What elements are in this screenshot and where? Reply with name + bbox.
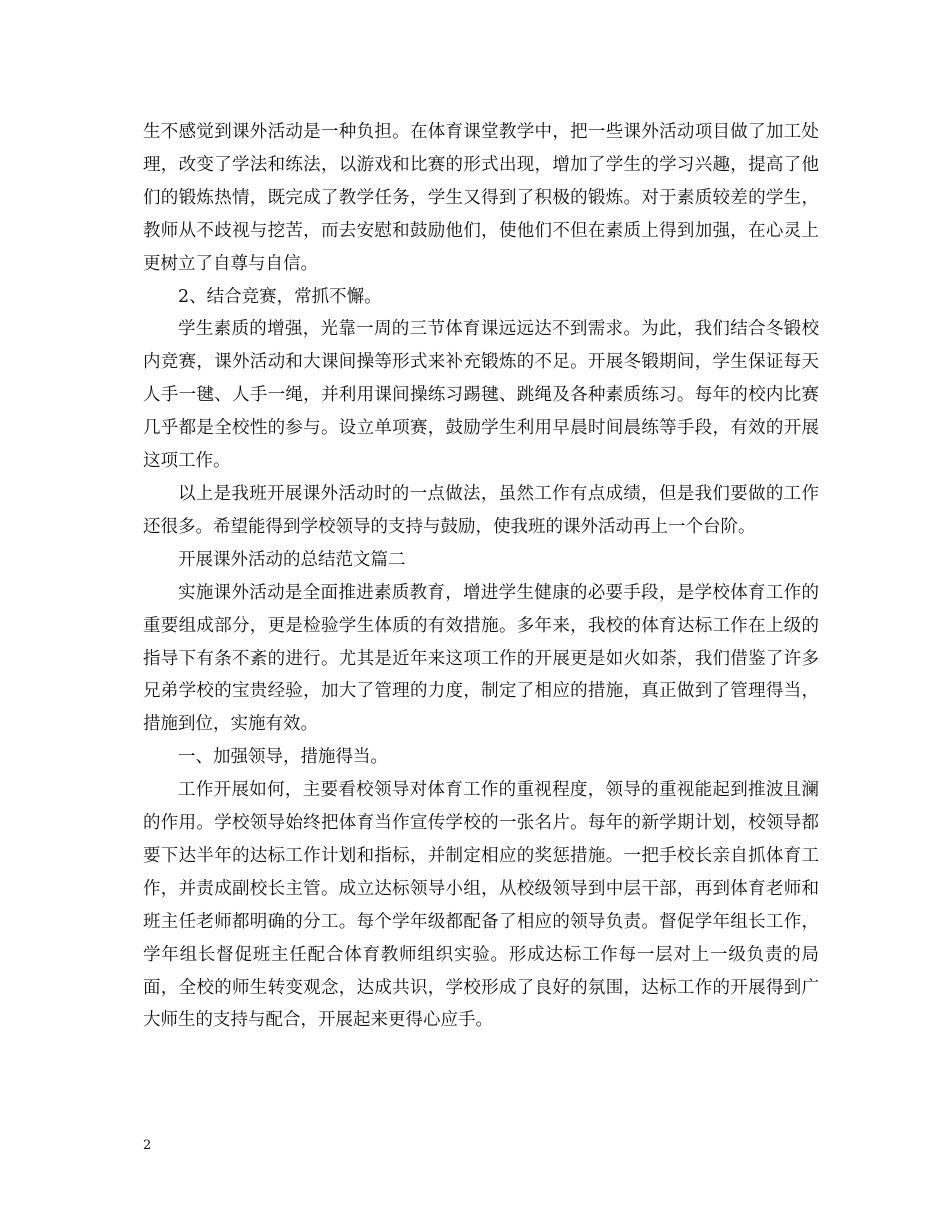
section-title-part-two: 开展课外活动的总结范文篇二 xyxy=(178,549,406,570)
paragraph-summary-closing: 以上是我班开展课外活动时的一点做法，虽然工作有点成绩，但是我们要做的工作还很多。希望能得到学校领导的支持与鼓励，使我班的课外活动再上一个台阶。 xyxy=(143,483,819,537)
paragraph-implementation: 实施课外活动是全面推进素质教育，增进学生健康的必要手段，是学校体育工作的重要组成部分，更是检验学生体质的有效措施。多年来，我校的体育达标工作在上级的指导下有条不紊的进行。尤其是近年来这项工作的开展更是如火如荼，我们借鉴了许多兄弟学校的宝贵经验，加大了管理的力度，制定了相应的措施，真正做到了管理得当，措施到位，实施有效。 xyxy=(143,582,819,735)
heading-strengthen-leadership: 一、加强领导，措施得当。 xyxy=(178,747,388,768)
page-number: 2 xyxy=(143,1138,152,1153)
heading-combine-competition: 2、结合竞赛，常抓不懈。 xyxy=(178,286,382,307)
paragraph-continuation: 生不感觉到课外活动是一种负担。在体育课堂教学中，把一些课外活动项目做了加工处理，改变了学法和练法，以游戏和比赛的形式出现，增加了学生的学习兴趣，提高了他们的锻炼热情，既完成了教学任务，学生又得到了积极的锻炼。对于素质较差的学生，教师从不歧视与挖苦，而去安慰和鼓励他们，使他们不但在素质上得到加强，在心灵上更树立了自尊与自信。 xyxy=(143,122,819,274)
paragraph-student-fitness: 学生素质的增强，光靠一周的三节体育课远远达不到需求。为此，我们结合冬锻校内竞赛，课外活动和大课间操等形式来补充锻炼的不足。开展冬锻期间，学生保证每天人手一毽、人手一绳，并利用课间操练习踢毽、跳绳及各种素质练习。每年的校内比赛几乎都是全校性的参与。设立单项赛，鼓励学生利用早晨时间晨练等手段，有效的开展这项工作。 xyxy=(143,319,819,472)
document-body xyxy=(143,116,819,1037)
paragraph-leadership-details: 工作开展如何，主要看校领导对体育工作的重视程度，领导的重视能起到推波且澜的作用。学校领导始终把体育当作宣传学校的一张名片。每年的新学期计划，校领导都要下达半年的达标工作计划和指标，并制定相应的奖惩措施。一把手校长亲自抓体育工作，并责成副校长主管。成立达标领导小组，从校级领导到中层干部，再到体育老师和班主任老师都明确的分工。每个学年级都配备了相应的领导负责。督促学年组长工作，学年组长督促班主任配合体育教师组织实验。形成达标工作每一层对上一级负责的局面，全校的师生转变观念，达成共识，学校形成了良好的氛围，达标工作的开展得到广大师生的支持与配合，开展起来更得心应手。 xyxy=(143,780,819,1031)
